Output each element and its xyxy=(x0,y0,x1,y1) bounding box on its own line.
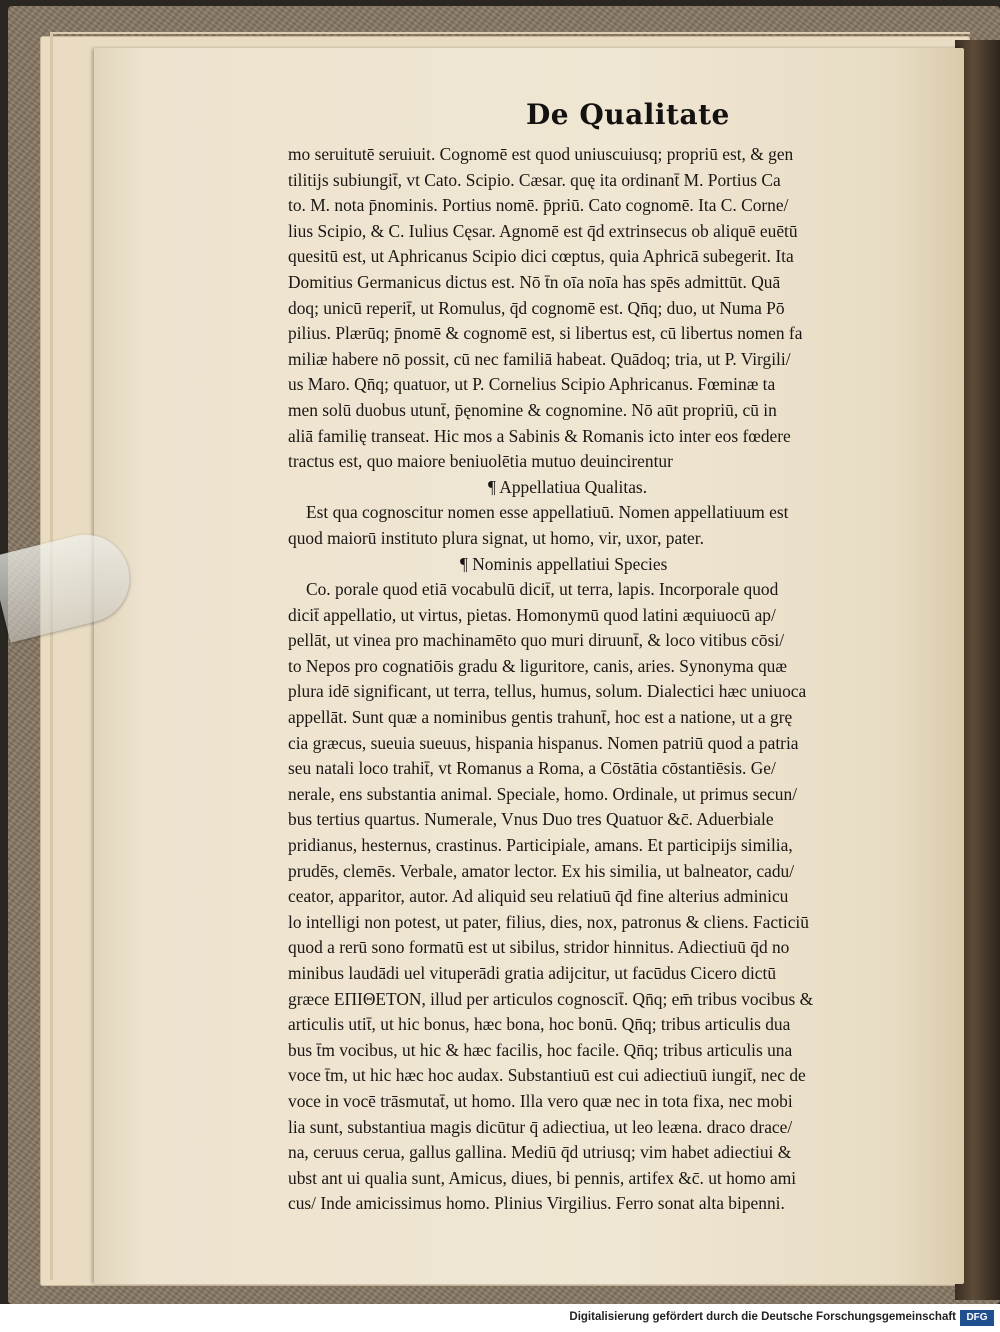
text-line: Co. porale quod etiā vocabulū dicit̄, ut terra, lapis. Incorporale quod xyxy=(306,579,779,600)
text-line: cia græcus, sueuia sueuus, hispania hispanus. Nomen patriū quod a patria xyxy=(288,732,799,753)
text-line: dicit̄ appellatio, ut virtus, pietas. Homonymū quod latini æquiuocū ap/ xyxy=(288,604,776,625)
text-line: prudēs, clemēs. Verbale, amator lector. Ex his similia, ut balneator, cadu/ xyxy=(288,860,795,881)
text-line: ubst ant ui qualia sunt, Amicus, diues, bi pennis, artifex &c̄. ut homo ami xyxy=(288,1167,797,1188)
dfg-logo: DFG xyxy=(960,1310,994,1326)
text-line: plura idē significant, ut terra, tellus, humus, solum. Dialectici hæc uniuoca xyxy=(288,681,807,702)
text-line: men solū duobus utunt̄, p̄ęnomine & cognomine. Nō aūt propriū, cū in xyxy=(288,399,777,420)
text-line: lius Scipio, & C. Iulius Cęsar. Agnomē est q̄d extrinsecus ob aliquē euētū xyxy=(288,220,798,241)
text-line: to Nepos pro cognatiōis gradu & liguritore, canis, aries. Synonyma quæ xyxy=(288,655,787,676)
text-line: græce ΕΠΙΘΕΤΟΝ, illud per articulos cognoscit̄. Qn̄q; em̄ tribus vocibus & xyxy=(288,988,814,1009)
funding-credit: Digitalisierung gefördert durch die Deutsche Forschungsgemeinschaft xyxy=(569,1311,956,1323)
text-line: miliæ habere nō possit, cū nec familiā habeat. Quādoq; tria, ut P. Virgili/ xyxy=(288,348,791,369)
text-line: ceator, apparitor, autor. Ad aliquid seu relatiuū q̄d fine alterius adminicu xyxy=(288,886,789,907)
section-heading: ¶ Nominis appellatiui Species xyxy=(460,553,668,574)
text-line: articulis utit̄, ut hic bonus, hæc bona, hoc bonū. Qn̄q; tribus articulis dua xyxy=(288,1014,791,1035)
text-line: mo seruitutē seruiuit. Cognomē est quod uniuscuiusq; propriū est, & gen xyxy=(288,144,794,164)
text-line: cus/ Inde amicissimus homo. Plinius Virgilius. Ferro sonat alta bipenni. xyxy=(288,1193,785,1214)
text-line: aliā familię transeat. Hic mos a Sabinis & Romanis icto inter eos fœdere xyxy=(288,425,791,446)
page-body-text xyxy=(288,142,928,1217)
text-line: lo intelligi non potest, ut pater, filius, dies, nox, patronus & cliens. Facticiū xyxy=(288,911,809,932)
text-line: minibus laudādi uel vituperādi gratia adijcitur, ut facūdus Cicero dictū xyxy=(288,963,777,983)
text-line: bus tertius quartus. Numerale, Vnus Duo tres Quatuor &c̄. Aduerbiale xyxy=(288,809,774,830)
section-heading: ¶ Appellatiua Qualitas. xyxy=(488,476,648,497)
text-line: doq; unicū reperit̄, ut Romulus, q̄d cognomē est. Qn̄q; duo, ut Numa Pō xyxy=(288,297,785,318)
text-line: quod a rerū sono formatū est ut sibilus, stridor hinnitus. Adiectiuū q̄d no xyxy=(288,937,790,958)
page-heading: De Qualitate xyxy=(526,98,730,131)
text-line: quod maiorū instituto plura signat, ut homo, vir, uxor, pater. xyxy=(288,527,704,548)
text-line: pridianus, hesternus, crastinus. Participiale, amans. Et participijs similia, xyxy=(288,835,793,856)
text-line: Est qua cognoscitur nomen esse appellatiuū. Nomen appellatiuum est xyxy=(306,502,789,523)
text-line: us Maro. Qn̄q; quatuor, ut P. Cornelius Scipio Aphricanus. Fœminæ ta xyxy=(288,374,776,395)
text-line: nerale, ens substantia animal. Speciale, homo. Ordinale, ut primus secun/ xyxy=(288,783,798,804)
text-line: bus t̄m vocibus, ut hic & hæc facilis, hoc facile. Qn̄q; tribus articulis una xyxy=(288,1039,793,1060)
text-line: quesitū est, ut Aphricanus Scipio dici cœptus, quia Aphricā subegerit. Ita xyxy=(288,246,794,267)
text-line: appellāt. Sunt quæ a nominibus gentis trahunt̄, hoc est a natione, ut a grę xyxy=(288,707,793,728)
text-line: tractus est, quo maiore beniuolētia mutuo deuincirentur xyxy=(288,451,673,472)
text-line: seu natali loco trahit̄, vt Romanus a Roma, a Cōstātia cōstantiēsis. Ge/ xyxy=(288,758,776,779)
footer-bar xyxy=(0,1304,1000,1332)
text-line: lia sunt, substantiua magis dicūtur q̄ adiectiua, ut leo leæna. draco drace/ xyxy=(288,1116,793,1137)
text-line: pilius. Plærūq; p̄nomē & cognomē est, si libertus est, cū libertus nomen fa xyxy=(288,323,803,344)
text-line: Domitius Germanicus dictus est. Nō t̄n oīa noīa has spēs admittūt. Quā xyxy=(288,271,781,292)
text-line: voce t̄m, ut hic hæc hoc audax. Substantiuū est cui adiectiuū iungit̄, nec de xyxy=(288,1065,806,1086)
text-line: tilitijs subiungit̄, vt Cato. Scipio. Cæsar. quę ita ordinant̄ M. Portius Ca xyxy=(288,169,781,190)
text-line: na, ceruus cerua, gallus gallina. Mediū q̄d utriusq; vim habet adiectiui & xyxy=(288,1142,792,1163)
text-line: pellāt, ut vinea pro machinamēto quo muri diruunt̄, & loco vitibus cōsi/ xyxy=(288,630,785,651)
text-line: to. M. nota p̄nominis. Portius nomē. p̄priū. Cato cognomē. Ita C. Corne/ xyxy=(288,195,789,216)
text-line: voce in vocē trāsmutat̄, ut homo. Illa vero quæ nec in tota fixa, nec mobi xyxy=(288,1090,793,1111)
